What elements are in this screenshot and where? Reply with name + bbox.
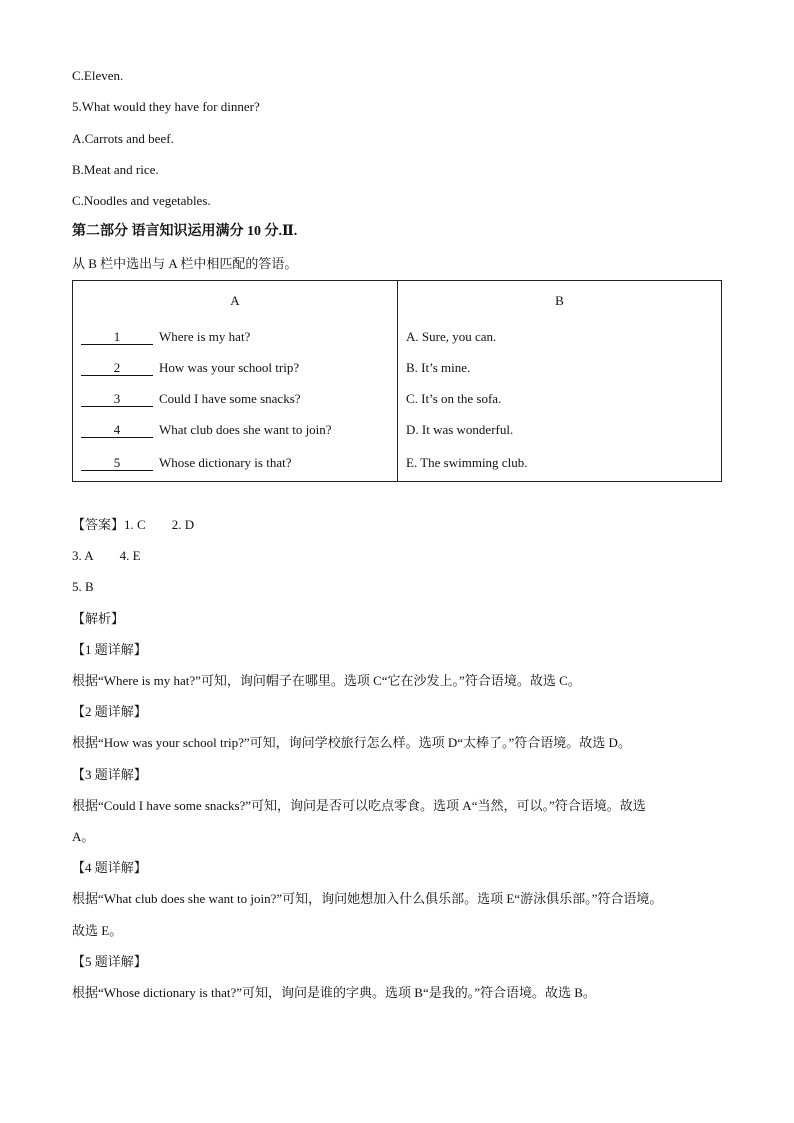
table-row <box>73 445 722 482</box>
question-cell <box>73 445 398 482</box>
question-cell <box>73 414 398 445</box>
q5-option-c: C.Noodles and vegetables. <box>72 193 211 208</box>
column-a-header: A <box>73 281 398 322</box>
answer-3: 3. A <box>72 548 94 563</box>
answer-cell: E. The swimming club. <box>398 445 722 482</box>
answer-blank: 2 <box>81 361 153 376</box>
answer-4: 4. E <box>119 548 141 563</box>
q5-option-a: A.Carrots and beef. <box>72 131 174 146</box>
detail-3-text: 根据“Could I have some snacks?”可知，询问是否可以吃点零食。选项 A“当然，可以。”符合语境。故选 <box>72 798 646 813</box>
detail-4-text-cont: 故选 E。 <box>72 923 123 938</box>
question-5: 5.What would they have for dinner? <box>72 99 260 114</box>
option-c-eleven: C.Eleven. <box>72 68 124 83</box>
table-row <box>73 352 722 383</box>
question-text: What club does she want to join? <box>159 421 332 437</box>
answers-label: 【答案】 <box>72 517 125 532</box>
section-heading: 第二部分 语言知识运用满分 10 分.Ⅱ. <box>72 224 298 239</box>
answer-blank: 3 <box>81 392 153 407</box>
answer-blank: 1 <box>81 330 153 345</box>
answer-5: 5. B <box>72 579 94 594</box>
detail-5-title: 【5 题详解】 <box>72 954 147 969</box>
detail-3-text-cont: A。 <box>72 829 95 844</box>
detail-2-title: 【2 题详解】 <box>72 704 147 719</box>
answer-cell: B. It’s mine. <box>398 352 722 383</box>
question-cell <box>73 383 398 414</box>
column-b-header: B <box>398 281 722 322</box>
answer-cell: A. Sure, you can. <box>398 321 722 352</box>
table-row <box>73 414 722 445</box>
q5-option-b: B.Meat and rice. <box>72 162 159 177</box>
answers-line-1 <box>72 517 194 533</box>
detail-1-text: 根据“Where is my hat?”可知，询问帽子在哪里。选项 C“它在沙发上。”符合语境。故选 C。 <box>72 673 581 688</box>
question-cell <box>73 321 398 352</box>
detail-3-title: 【3 题详解】 <box>72 767 147 782</box>
question-cell <box>73 352 398 383</box>
detail-2-text: 根据“How was your school trip?”可知，询问学校旅行怎么样。选项 D“太棒了。”符合语境。故选 D。 <box>72 735 631 750</box>
detail-5-text: 根据“Whose dictionary is that?”可知，询问是谁的字典。选项 B“是我的。”符合语境。故选 B。 <box>72 985 596 1000</box>
answers-line-2 <box>72 548 141 564</box>
analysis-label: 【解析】 <box>72 611 125 626</box>
answer-blank: 4 <box>81 423 153 438</box>
section-instruction: 从 B 栏中选出与 A 栏中相匹配的答语。 <box>72 256 298 271</box>
question-text: Whose dictionary is that? <box>159 455 292 470</box>
table-row <box>73 383 722 414</box>
matching-table <box>72 280 722 482</box>
answer-cell: C. It’s on the sofa. <box>398 383 722 414</box>
answer-blank: 5 <box>81 456 153 471</box>
detail-4-title: 【4 题详解】 <box>72 860 147 875</box>
answer-cell: D. It was wonderful. <box>398 414 722 445</box>
question-text: Could I have some snacks? <box>159 390 301 406</box>
question-text: Where is my hat? <box>159 328 251 344</box>
table-row <box>73 321 722 352</box>
question-text: How was your school trip? <box>159 359 300 375</box>
answer-2: 2. D <box>171 517 195 532</box>
answer-1: 1. C <box>124 517 146 532</box>
detail-4-text: 根据“What club does she want to join?”可知，询问她想加入什么俱乐部。选项 E“游泳俱乐部。”符合语境。 <box>72 891 663 906</box>
table-header-row <box>73 281 722 322</box>
detail-1-title: 【1 题详解】 <box>72 642 147 657</box>
